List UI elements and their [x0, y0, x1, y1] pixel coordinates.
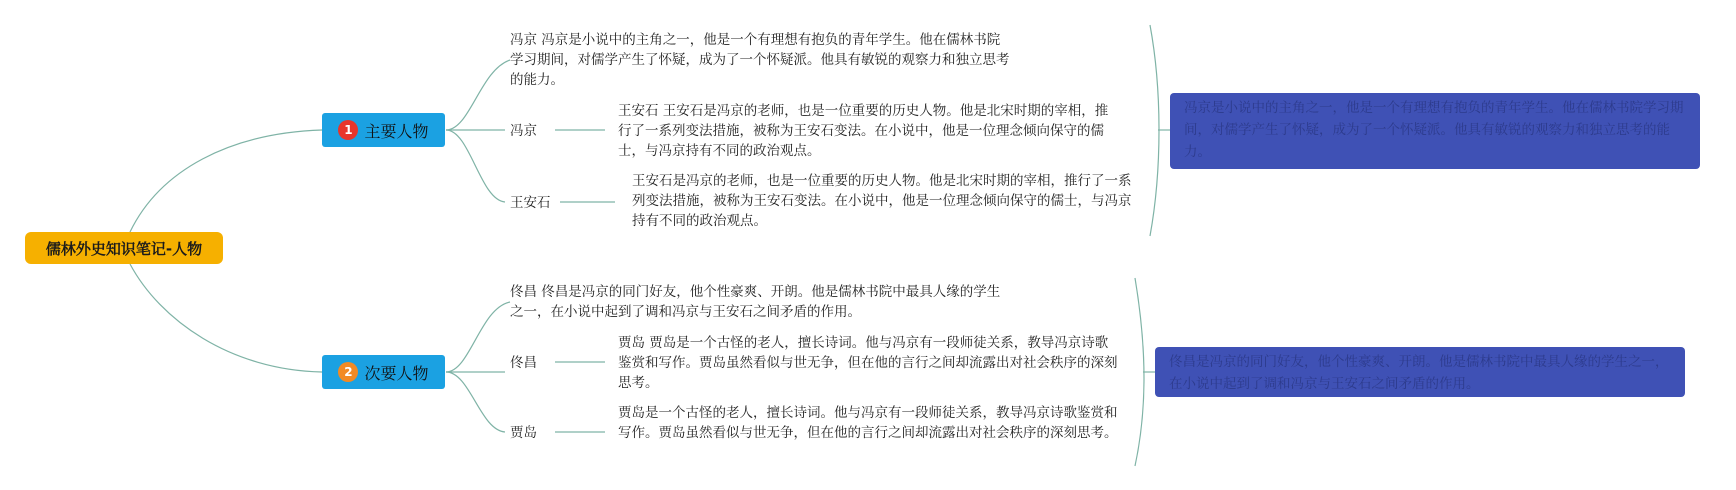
character-detail: 王安石是冯京的老师，也是一位重要的历史人物。他是北宋时期的宰相，推行了一系列变法措施，被称为王安石变法。在小说中，他是一位理念倾向保守的儒士，与冯京持有不同的政治观点。: [632, 173, 1132, 229]
character-label-jia-dao[interactable]: 贾岛: [510, 425, 537, 441]
summary-text: 佟昌 佟昌是冯京的同门好友，他个性豪爽、开朗。他是儒林书院中最具人缘的学生之一，在小说中起到了调和冯京与王安石之间矛盾的作用。: [510, 284, 1001, 320]
link-cat1-summary: [446, 60, 510, 130]
link-cat1-item2: [446, 130, 505, 202]
summary-text: 冯京 冯京是小说中的主角之一，他是一个有理想有抱负的青年学生。他在儒林书院学习期间，对儒学产生了怀疑，成为了一个怀疑派。他具有敏锐的观察力和独立思考的能力。: [510, 32, 1010, 88]
bracket-2: [1135, 278, 1144, 466]
note-text: 佟昌是冯京的同门好友，他个性豪爽、开朗。他是儒林书院中最具人缘的学生之一，在小说中起到了调和冯京与王安石之间矛盾的作用。: [1169, 354, 1669, 392]
character-label-tong-chang[interactable]: 佟昌: [510, 355, 537, 371]
category-main-characters[interactable]: [322, 113, 445, 147]
character-label-wang-anshi[interactable]: 王安石: [510, 195, 551, 211]
character-detail: 王安石 王安石是冯京的老师，也是一位重要的历史人物。他是北宋时期的宰相，推行了一系列变法措施，被称为王安石变法。在小说中，他是一位理念倾向保守的儒士，与冯京持有不同的政治观点。: [618, 103, 1109, 159]
category-label: 次要人物: [364, 363, 429, 383]
bracket-1: [1150, 25, 1159, 236]
number-badge-1: 1: [338, 120, 358, 140]
root-topic-label: 儒林外史知识笔记-人物: [45, 239, 203, 258]
category-secondary-characters[interactable]: [322, 355, 445, 389]
link-cat2-summary: [446, 302, 510, 372]
number-badge-2: 2: [338, 362, 358, 382]
note-callout[interactable]: [1155, 347, 1685, 397]
link-root-cat2: [130, 264, 322, 372]
note-callout[interactable]: [1170, 93, 1700, 169]
link-cat2-item2: [446, 372, 505, 432]
note-text: 冯京是小说中的主角之一，他是一个有理想有抱负的青年学生。他在儒林书院学习期间，对儒学产生了怀疑，成为了一个怀疑派。他具有敏锐的观察力和独立思考的能力。: [1184, 100, 1684, 160]
root-topic[interactable]: [25, 232, 223, 264]
category-label: 主要人物: [364, 121, 429, 141]
link-root-cat1: [130, 130, 322, 232]
character-detail: 贾岛 贾岛是一个古怪的老人，擅长诗词。他与冯京有一段师徒关系，教导冯京诗歌鉴赏和写作。贾岛虽然看似与世无争，但在他的言行之间却流露出对社会秩序的深刻思考。: [618, 335, 1118, 391]
character-detail: 贾岛是一个古怪的老人，擅长诗词。他与冯京有一段师徒关系，教导冯京诗歌鉴赏和写作。贾岛虽然看似与世无争，但在他的言行之间却流露出对社会秩序的深刻思考。: [618, 405, 1118, 441]
character-label-feng-jing[interactable]: 冯京: [510, 123, 537, 139]
